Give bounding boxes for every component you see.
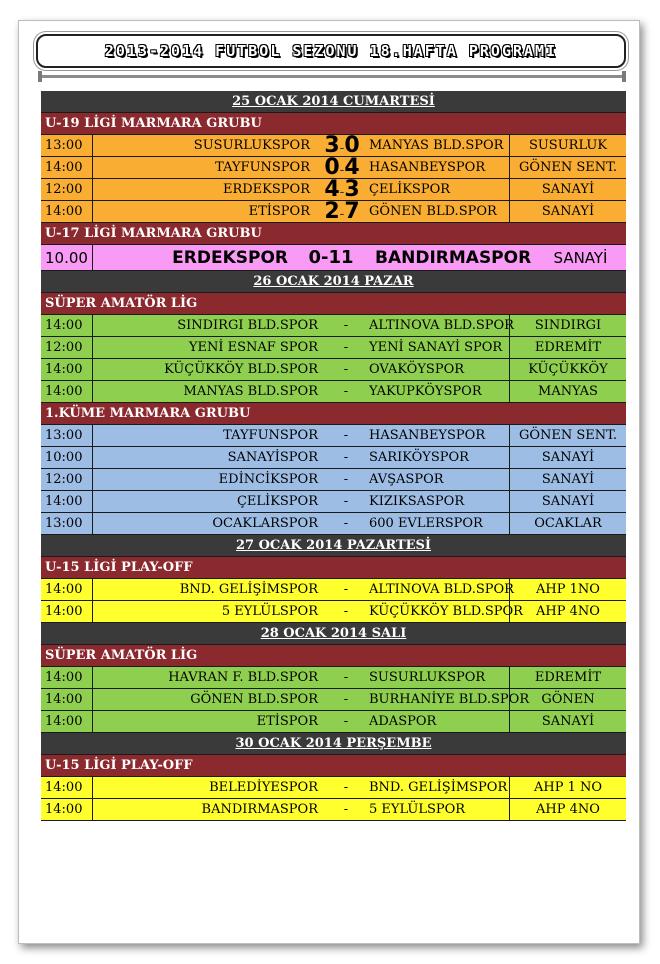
fixture-row xyxy=(41,601,626,623)
away-team: KIZIKSASPOR xyxy=(369,494,465,509)
away-team: HASANBEYSPOR xyxy=(369,160,486,175)
match-venue: SUSURLUK xyxy=(509,135,626,156)
home-team: TAYFUNSPOR xyxy=(223,428,318,443)
match-row xyxy=(41,135,626,157)
score-separator: - xyxy=(339,163,345,178)
home-team: OCAKLARSPOR xyxy=(212,516,318,531)
match-venue: EDREMİT xyxy=(509,667,626,688)
away-team: BANDIRMASPOR xyxy=(375,248,532,268)
fixture-row xyxy=(41,381,626,403)
match-time: 12:00 xyxy=(41,337,93,358)
match-venue: SANAYİ xyxy=(509,447,626,468)
match-time: 14:00 xyxy=(41,601,93,622)
match-venue: SANAYİ xyxy=(553,249,608,267)
away-team: GÖNEN BLD.SPOR xyxy=(369,204,497,219)
match-time: 14:00 xyxy=(41,689,93,710)
home-team: YENİ ESNAF SPOR xyxy=(188,340,318,355)
date-header: 30 OCAK 2014 PERŞEMBE xyxy=(41,733,626,755)
match-time: 14:00 xyxy=(41,667,93,688)
league-header: U-17 LİGİ MARMARA GRUBU xyxy=(41,223,626,245)
match-venue: EDREMİT xyxy=(509,337,626,358)
away-team: YENİ SANAYİ SPOR xyxy=(369,340,503,355)
away-score: 7 xyxy=(344,201,360,222)
match-venue: SANAYİ xyxy=(509,711,626,732)
versus-separator: - xyxy=(343,494,349,509)
home-team: GÖNEN BLD.SPOR xyxy=(190,692,318,707)
away-team: ALTINOVA BLD.SPOR xyxy=(369,582,514,597)
match-score xyxy=(313,201,371,222)
match-venue: SINDIRGI xyxy=(509,315,626,336)
fixture-row xyxy=(41,337,626,359)
score-separator: - xyxy=(339,141,345,156)
away-team: AVŞASPOR xyxy=(369,472,444,487)
match-time: 14:00 xyxy=(41,201,93,222)
match-venue: KÜÇÜKKÖY xyxy=(509,359,626,380)
versus-separator: - xyxy=(343,362,349,377)
home-team: ERDEKSPOR xyxy=(222,182,310,197)
match-time: 10.00 xyxy=(41,245,93,270)
home-team: 5 EYLÜLSPOR xyxy=(221,604,318,619)
fixture-row xyxy=(41,315,626,337)
home-score: 4 xyxy=(324,179,340,200)
away-team: BND. GELİŞİMSPOR xyxy=(369,780,508,795)
home-team: BND. GELİŞİMSPOR xyxy=(179,582,318,597)
league-header: SÜPER AMATÖR LİG xyxy=(41,645,626,667)
versus-separator: - xyxy=(343,802,349,817)
away-team: MANYAS BLD.SPOR xyxy=(369,138,504,153)
home-team: SINDIRGI BLD.SPOR xyxy=(177,318,318,333)
match-venue: OCAKLAR xyxy=(509,513,626,534)
match-score xyxy=(313,135,371,156)
title-banner xyxy=(36,34,626,68)
fixture-row xyxy=(41,425,626,447)
versus-separator: - xyxy=(343,340,349,355)
fixture-row xyxy=(41,491,626,513)
home-team: BANDIRMASPOR xyxy=(201,802,318,817)
league-header: U-19 LİGİ MARMARA GRUBU xyxy=(41,113,626,135)
league-header: 1.KÜME MARMARA GRUBU xyxy=(41,403,626,425)
versus-separator: - xyxy=(343,516,349,531)
fixture-row xyxy=(41,579,626,601)
versus-separator: - xyxy=(343,692,349,707)
home-team: SANAYİSPOR xyxy=(227,450,318,465)
match-time: 14:00 xyxy=(41,491,93,512)
fixture-row xyxy=(41,469,626,491)
fixture-row xyxy=(41,359,626,381)
score-separator: - xyxy=(339,207,345,222)
fixture-table xyxy=(41,91,626,821)
league-header: U-15 LİGİ PLAY-OFF xyxy=(41,755,626,777)
away-team: YAKUPKÖYSPOR xyxy=(369,384,482,399)
match-time: 14:00 xyxy=(41,799,93,820)
match-time: 13:00 xyxy=(41,135,93,156)
versus-separator: - xyxy=(343,428,349,443)
match-time: 14:00 xyxy=(41,315,93,336)
home-team: ETİSPOR xyxy=(256,714,318,729)
match-time: 10:00 xyxy=(41,447,93,468)
home-team: ETİSPOR xyxy=(248,204,310,219)
away-team: OVAKÖYSPOR xyxy=(369,362,465,377)
fixture-row xyxy=(41,447,626,469)
home-team: BELEDİYESPOR xyxy=(209,780,318,795)
match-row xyxy=(41,179,626,201)
match-venue: AHP 4NO xyxy=(509,799,626,820)
versus-separator: - xyxy=(343,582,349,597)
date-header: 27 OCAK 2014 PAZARTESİ xyxy=(41,535,626,557)
away-team: ÇELİKSPOR xyxy=(369,182,451,197)
match-time: 14:00 xyxy=(41,157,93,178)
match-time: 14:00 xyxy=(41,579,93,600)
fixture-row xyxy=(41,667,626,689)
match-venue: SANAYİ xyxy=(509,201,626,222)
home-score: 3 xyxy=(324,135,340,156)
away-score: 0 xyxy=(344,135,360,156)
match-time: 14:00 xyxy=(41,711,93,732)
match-row xyxy=(41,157,626,179)
match-venue: GÖNEN xyxy=(509,689,626,710)
match-time: 14:00 xyxy=(41,777,93,798)
away-team: ADASPOR xyxy=(369,714,437,729)
date-header: 26 OCAK 2014 PAZAR xyxy=(41,271,626,293)
fixture-row xyxy=(41,777,626,799)
away-team: SUSURLUKSPOR xyxy=(369,670,486,685)
fixture-row xyxy=(41,513,626,535)
away-score: 4 xyxy=(344,157,360,178)
match-time: 14:00 xyxy=(41,359,93,380)
home-team: HAVRAN F. BLD.SPOR xyxy=(168,670,318,685)
match-score xyxy=(313,157,371,178)
match-time: 12:00 xyxy=(41,469,93,490)
match-time: 12:00 xyxy=(41,179,93,200)
home-team: MANYAS BLD.SPOR xyxy=(183,384,318,399)
match-row xyxy=(41,245,626,271)
match-venue: AHP 4NO xyxy=(509,601,626,622)
match-venue: AHP 1 NO xyxy=(509,777,626,798)
match-venue: MANYAS xyxy=(509,381,626,402)
home-team: ÇELİKSPOR xyxy=(236,494,318,509)
match-score xyxy=(313,179,371,200)
match-time: 14:00 xyxy=(41,381,93,402)
home-team: ERDEKSPOR xyxy=(172,248,288,268)
versus-separator: - xyxy=(343,472,349,487)
versus-separator: - xyxy=(343,450,349,465)
home-team: KÜÇÜKKÖY BLD.SPOR xyxy=(164,362,318,377)
date-header: 28 OCAK 2014 SALI xyxy=(41,623,626,645)
league-header: U-15 LİGİ PLAY-OFF xyxy=(41,557,626,579)
versus-separator: - xyxy=(343,604,349,619)
league-header: SÜPER AMATÖR LİG xyxy=(41,293,626,315)
home-score: 0 xyxy=(324,157,340,178)
versus-separator: - xyxy=(343,714,349,729)
home-team: TAYFUNSPOR xyxy=(215,160,310,175)
away-team: HASANBEYSPOR xyxy=(369,428,486,443)
date-header: 25 OCAK 2014 CUMARTESİ xyxy=(41,91,626,113)
match-row xyxy=(41,201,626,223)
versus-separator: - xyxy=(343,384,349,399)
versus-separator: - xyxy=(343,780,349,795)
match-time: 13:00 xyxy=(41,425,93,446)
home-team: EDİNCİKSPOR xyxy=(218,472,318,487)
match-venue: SANAYİ xyxy=(509,469,626,490)
away-team: ALTINOVA BLD.SPOR xyxy=(369,318,514,333)
away-team: 600 EVLERSPOR xyxy=(369,516,483,531)
page-title: 2013-2014 FUTBOL SEZONU 18.HAFTA PROGRAMI xyxy=(104,42,558,60)
divider-rule xyxy=(38,75,626,78)
match-time: 13:00 xyxy=(41,513,93,534)
match-venue: SANAYİ xyxy=(509,179,626,200)
versus-separator: - xyxy=(343,318,349,333)
home-score: 2 xyxy=(324,201,340,222)
match-venue: SANAYİ xyxy=(509,491,626,512)
away-team: KÜÇÜKKÖY BLD.SPOR xyxy=(369,604,523,619)
away-team: BURHANİYE BLD.SPOR xyxy=(369,692,530,707)
match-venue: AHP 1NO xyxy=(509,579,626,600)
fixture-row xyxy=(41,711,626,733)
match-venue: GÖNEN SENT. xyxy=(509,157,626,178)
match-venue: GÖNEN SENT. xyxy=(509,425,626,446)
away-score: 3 xyxy=(344,179,360,200)
score-separator: - xyxy=(339,185,345,200)
fixture-row xyxy=(41,689,626,711)
away-team: SARIKÖYSPOR xyxy=(369,450,469,465)
home-team: SUSURLUKSPOR xyxy=(193,138,310,153)
versus-separator: - xyxy=(343,670,349,685)
fixture-row xyxy=(41,799,626,821)
match-score: 0-11 xyxy=(308,247,354,268)
away-team: 5 EYLÜLSPOR xyxy=(369,802,466,817)
